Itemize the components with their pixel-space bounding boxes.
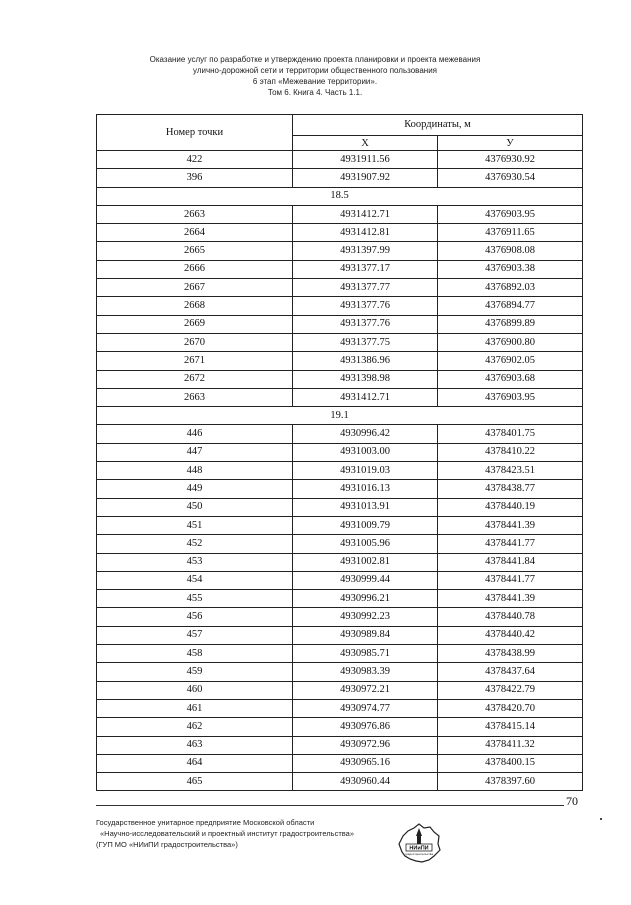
x-coordinate-cell: 4930972.21 [293,681,438,699]
x-coordinate-cell: 4931009.79 [293,516,438,534]
point-number-cell: 459 [97,663,293,681]
header-line-4: Том 6. Книга 4. Часть 1.1. [267,88,363,97]
x-coordinate-cell: 4930965.16 [293,754,438,772]
section-row [97,407,583,425]
point-number-cell: 2672 [97,370,293,388]
y-coordinate-cell: 4376908.08 [438,242,583,260]
point-number-cell: 2664 [97,224,293,242]
y-coordinate-cell: 4378423.51 [438,462,583,480]
table-row [97,699,583,717]
y-coordinate-cell: 4378397.60 [438,773,583,791]
x-coordinate-cell: 4930985.71 [293,645,438,663]
table-row [97,718,583,736]
section-label: 18.5 [97,187,583,205]
y-coordinate-cell: 4376899.89 [438,315,583,333]
point-number-cell: 462 [97,718,293,736]
y-coordinate-cell: 4378420.70 [438,699,583,717]
x-coordinate-cell: 4931377.76 [293,297,438,315]
table-row [97,169,583,187]
logo-subtext: градостроительства [404,852,434,856]
point-number-cell: 422 [97,151,293,169]
x-coordinate-cell: 4931412.71 [293,388,438,406]
x-coordinate-cell: 4930960.44 [293,773,438,791]
x-coordinate-cell: 4931002.81 [293,553,438,571]
x-coordinate-cell: 4930983.39 [293,663,438,681]
table-row [97,242,583,260]
table-row [97,663,583,681]
x-coordinate-cell: 4931005.96 [293,535,438,553]
point-number-cell: 461 [97,699,293,717]
point-number-cell: 460 [97,681,293,699]
table-row [97,370,583,388]
point-number-cell: 447 [97,443,293,461]
x-coordinate-cell: 4930996.42 [293,425,438,443]
table-row [97,736,583,754]
point-number-cell: 450 [97,498,293,516]
x-coordinate-cell: 4931003.00 [293,443,438,461]
table-row [97,498,583,516]
column-header-point-number: Номер точки [97,115,293,151]
point-number-cell: 464 [97,754,293,772]
table-body [97,151,583,791]
x-coordinate-cell: 4931019.03 [293,462,438,480]
y-coordinate-cell: 4378411.32 [438,736,583,754]
point-number-cell: 2663 [97,205,293,223]
point-number-cell: 463 [97,736,293,754]
y-coordinate-cell: 4378440.42 [438,626,583,644]
y-coordinate-cell: 4378400.15 [438,754,583,772]
table-row [97,388,583,406]
x-coordinate-cell: 4930996.21 [293,590,438,608]
x-coordinate-cell: 4931016.13 [293,480,438,498]
table-row [97,645,583,663]
point-number-cell: 454 [97,571,293,589]
y-coordinate-cell: 4378440.78 [438,608,583,626]
y-coordinate-cell: 4378441.77 [438,571,583,589]
footer-line-3: (ГУП МО «НИиПИ градостроительства») [96,840,238,849]
footer-divider [96,805,564,806]
x-coordinate-cell: 4930999.44 [293,571,438,589]
point-number-cell: 465 [97,773,293,791]
table-row [97,754,583,772]
y-coordinate-cell: 4378438.77 [438,480,583,498]
y-coordinate-cell: 4376903.38 [438,260,583,278]
table-row [97,626,583,644]
section-row [97,187,583,205]
table-row [97,443,583,461]
footer-line-2: «Научно-исследовательский и проектный институт градостроительства» [100,829,354,838]
column-header-y: У [438,136,583,151]
table-row [97,151,583,169]
y-coordinate-cell: 4378441.39 [438,590,583,608]
table-row [97,462,583,480]
y-coordinate-cell: 4376892.03 [438,279,583,297]
y-coordinate-cell: 4378438.99 [438,645,583,663]
footer-line-1: Государственное унитарное предприятие Московской области [96,818,315,827]
x-coordinate-cell: 4931386.96 [293,352,438,370]
y-coordinate-cell: 4378422.79 [438,681,583,699]
point-number-cell: 451 [97,516,293,534]
table-row [97,773,583,791]
y-coordinate-cell: 4376902.05 [438,352,583,370]
y-coordinate-cell: 4376903.95 [438,388,583,406]
x-coordinate-cell: 4931377.75 [293,333,438,351]
table-row [97,608,583,626]
x-coordinate-cell: 4930972.96 [293,736,438,754]
document-header [100,54,530,98]
point-number-cell: 2671 [97,352,293,370]
y-coordinate-cell: 4376894.77 [438,297,583,315]
table-row [97,590,583,608]
x-coordinate-cell: 4931907.92 [293,169,438,187]
point-number-cell: 457 [97,626,293,644]
point-number-cell: 2663 [97,388,293,406]
point-number-cell: 2666 [97,260,293,278]
section-label: 19.1 [97,407,583,425]
y-coordinate-cell: 4376930.92 [438,151,583,169]
y-coordinate-cell: 4376903.95 [438,205,583,223]
table-row [97,352,583,370]
y-coordinate-cell: 4376930.54 [438,169,583,187]
x-coordinate-cell: 4931412.81 [293,224,438,242]
y-coordinate-cell: 4376900.80 [438,333,583,351]
page-number: 70 [566,794,578,808]
x-coordinate-cell: 4931398.98 [293,370,438,388]
y-coordinate-cell: 4378410.22 [438,443,583,461]
x-coordinate-cell: 4931013.91 [293,498,438,516]
point-number-cell: 2665 [97,242,293,260]
header-line-3: 6 этап «Межевание территории». [252,77,378,86]
y-coordinate-cell: 4378401.75 [438,425,583,443]
point-number-cell: 2669 [97,315,293,333]
point-number-cell: 452 [97,535,293,553]
x-coordinate-cell: 4931412.71 [293,205,438,223]
scan-speck [600,818,602,820]
table-row [97,681,583,699]
logo-text: НИиПИ [409,845,429,852]
y-coordinate-cell: 4378437.64 [438,663,583,681]
x-coordinate-cell: 4930976.86 [293,718,438,736]
x-coordinate-cell: 4931397.99 [293,242,438,260]
table-row [97,279,583,297]
header-line-2: улично-дорожной сети и территории общественного пользования [193,66,437,75]
point-number-cell: 2670 [97,333,293,351]
point-number-cell: 453 [97,553,293,571]
coordinates-table [96,114,583,791]
table-row [97,205,583,223]
x-coordinate-cell: 4931377.17 [293,260,438,278]
x-coordinate-cell: 4930992.23 [293,608,438,626]
x-coordinate-cell: 4930989.84 [293,626,438,644]
header-line-1: Оказание услуг по разработке и утверждению проекта планировки и проекта межевания [149,55,481,64]
table-row [97,224,583,242]
point-number-cell: 2667 [97,279,293,297]
x-coordinate-cell: 4931377.76 [293,315,438,333]
niipi-logo-icon [396,822,442,864]
y-coordinate-cell: 4378440.19 [438,498,583,516]
table-row [97,516,583,534]
column-header-x: X [293,136,438,151]
y-coordinate-cell: 4378441.39 [438,516,583,534]
point-number-cell: 396 [97,169,293,187]
table-row [97,333,583,351]
x-coordinate-cell: 4931377.77 [293,279,438,297]
document-footer [96,817,416,850]
table-row [97,553,583,571]
table-row [97,480,583,498]
point-number-cell: 449 [97,480,293,498]
point-number-cell: 448 [97,462,293,480]
table-row [97,297,583,315]
point-number-cell: 455 [97,590,293,608]
point-number-cell: 458 [97,645,293,663]
y-coordinate-cell: 4376903.68 [438,370,583,388]
column-header-coordinates: Координаты, м [293,115,583,136]
y-coordinate-cell: 4376911.65 [438,224,583,242]
x-coordinate-cell: 4931911.56 [293,151,438,169]
table-row [97,571,583,589]
y-coordinate-cell: 4378441.77 [438,535,583,553]
table-row [97,315,583,333]
x-coordinate-cell: 4930974.77 [293,699,438,717]
table-row [97,425,583,443]
point-number-cell: 2668 [97,297,293,315]
table-row [97,535,583,553]
point-number-cell: 456 [97,608,293,626]
table-row [97,260,583,278]
point-number-cell: 446 [97,425,293,443]
y-coordinate-cell: 4378441.84 [438,553,583,571]
y-coordinate-cell: 4378415.14 [438,718,583,736]
